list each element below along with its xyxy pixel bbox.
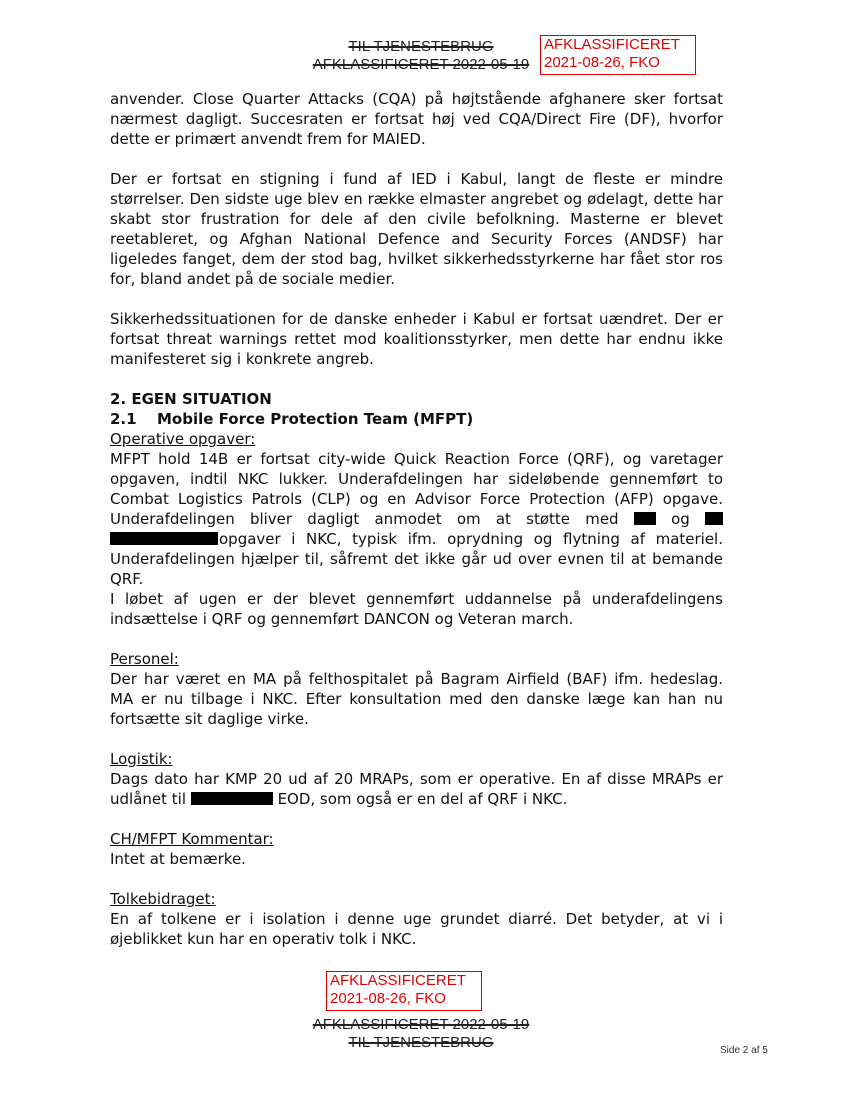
header-marking-original: TIL TJENESTEBRUG — [348, 38, 494, 55]
footer-classification — [296, 1016, 546, 1052]
page-number: Side 2 af 5 — [720, 1045, 768, 1056]
logistik-text-b: EOD, som også er en del af QRF i NKC. — [277, 790, 568, 808]
tolk-heading: Tolkebidraget: — [110, 890, 216, 908]
tolk-text: En af tolkene er i isolation i denne uge grundet diarré. Det betyder, at vi i øjeblikket kun har en operativ tolk i NKC. — [110, 910, 723, 948]
logistik-heading: Logistik: — [110, 750, 173, 768]
operative-text-b: opgaver i NKC, typisk ifm. oprydning og flytning af materiel. Underafdelingen hjælper til, såfremt det ikke går ud over evnen til at bemande QRF. — [110, 530, 723, 588]
paragraph-3: Sikkerhedssituationen for de danske enheder i Kabul er fortsat uændret. Der er fortsat threat warnings rettet mod koalitionsstyrker, men dette har endnu ikke manifesteret sig i konkrete angreb. — [110, 310, 723, 368]
footer-stamp-line1: AFKLASSIFICERET — [330, 972, 466, 989]
redaction-box — [191, 792, 273, 805]
footer-stamp-line2: 2021-08-26, FKO — [330, 990, 446, 1007]
header-declassification-stamp — [540, 35, 696, 75]
footer-declassified-date: AFKLASSIFICERET 2022-05-19 — [312, 1016, 530, 1033]
logistik-text — [110, 769, 723, 809]
section-heading: 2. EGEN SITUATION — [110, 390, 272, 408]
document-body — [110, 89, 723, 949]
subsection-title: Mobile Force Protection Team (MFPT) — [157, 410, 474, 428]
header-stamp-line1: AFKLASSIFICERET — [544, 36, 680, 53]
footer-declassification-stamp — [326, 971, 482, 1011]
paragraph-1: anvender. Close Quarter Attacks (CQA) på højtstående afghanere sker fortsat nærmest dagligt. Succesraten er fortsat høj ved CQA/Direct Fire (DF), hvorfor dette er primært anvendt frem for MAIED. — [110, 90, 723, 148]
kommentar-text: Intet at bemærke. — [110, 850, 246, 868]
header-declassified-date: AFKLASSIFICERET 2022-05-19 — [312, 56, 530, 73]
redaction-box — [705, 512, 723, 525]
operative-text-og: og — [671, 510, 690, 528]
operative-heading: Operative opgaver: — [110, 430, 256, 448]
logistik-text-a: Dags dato har KMP 20 ud af 20 MRAPs, som er operative. En af disse MRAPs er udlånet til — [110, 770, 723, 808]
header-stamp-line2: 2021-08-26, FKO — [544, 54, 660, 71]
personel-text: Der har været en MA på felthospitalet på Bagram Airfield (BAF) ifm. hedeslag. MA er nu tilbage i NKC. Efter konsultation med den danske læge kan han nu fortsætte sit daglige virke. — [110, 670, 723, 728]
operative-text-a: MFPT hold 14B er fortsat city-wide Quick Reaction Force (QRF), og varetager opgaven, indtil NKC lukker. Underafdelingen har sideløbende gennemført to Combat Logistics Patrols (CLP) og en Advisor Force Protection (AFP) opgave. Underafdelingen bliver dagligt anmodet om at støtte med — [110, 450, 723, 528]
paragraph-2: Der er fortsat en stigning i fund af IED i Kabul, langt de fleste er mindre størrelser. Den sidste uge blev en række elmaster angrebet og ødelagt, dette har skabt stor frustration for dele af den civile befolkning. Masterne er blevet reetableret, og Afghan National Defence and Security Forces (ANDSF) har ligeledes fanget, dem der stod bag, hvilket sikkerhedsstyrkerne har fået stor ros for, bland andet på de sociale medier. — [110, 170, 723, 288]
subsection-number: 2.1 — [110, 410, 137, 428]
redaction-box — [110, 532, 218, 545]
operative-text — [110, 449, 723, 589]
personel-heading: Personel: — [110, 650, 179, 668]
subsection-heading — [110, 409, 723, 429]
footer-marking-original: TIL TJENESTEBRUG — [348, 1034, 494, 1051]
operative-text-c: I løbet af ugen er der blevet gennemført uddannelse på underafdelingens indsættelse i QRF og gennemført DANCON og Veteran march. — [110, 590, 723, 628]
kommentar-heading: CH/MFPT Kommentar: — [110, 830, 274, 848]
redaction-box — [634, 512, 656, 525]
header-classification — [296, 38, 546, 74]
